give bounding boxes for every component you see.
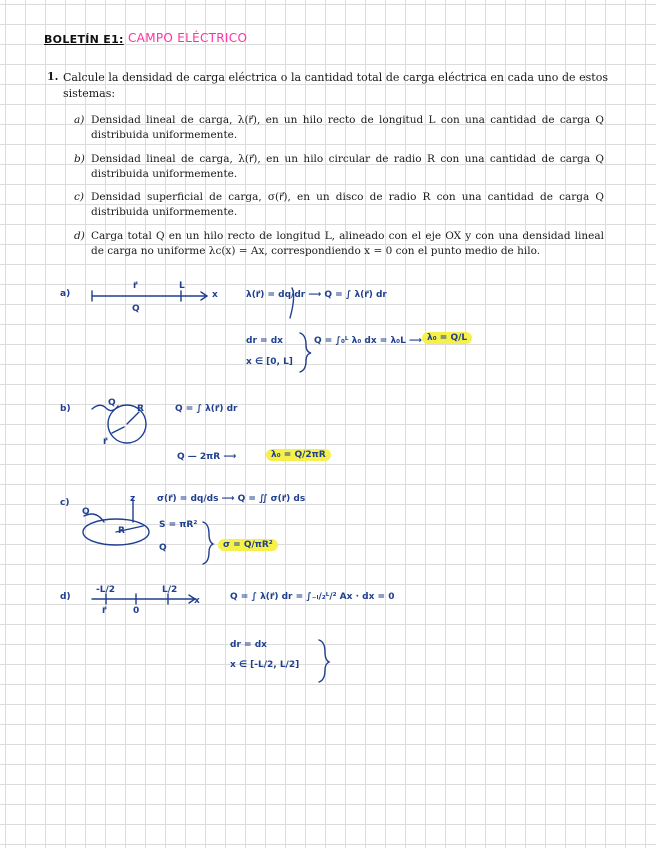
c-cond2: Q <box>159 543 167 553</box>
sheet-subtitle: CAMPO ELÉCTRICO <box>128 31 248 45</box>
c-eq1: σ(r⃗) = dq/ds ⟶ Q = ∬ σ(r⃗) ds <box>157 494 306 504</box>
d-diag-o: 0 <box>133 606 140 616</box>
item-c-label: c) <box>74 191 84 203</box>
a-eq1: λ(r⃗) = dq/dr ⟶ Q = ∫ λ(r⃗) dr <box>246 290 387 300</box>
d-brace <box>319 640 329 682</box>
sheet-title: BOLETÍN E1: <box>44 33 124 46</box>
c-result <box>218 540 278 550</box>
c-result-highlight: σ = Q/πR² <box>218 539 278 551</box>
a-diag-Q: Q <box>132 304 140 314</box>
c-cond1: S = πR² <box>159 520 198 530</box>
a-eq2: Q = ∫₀ᴸ λ₀ dx = λ₀L ⟶ <box>314 336 422 346</box>
d-eq1: Q = ∫ λ(r⃗) dr = ∫₋ₗ/₂ᴸ/² Ax · dx = 0 <box>230 592 395 602</box>
d-label: d) <box>60 592 71 602</box>
item-a-label: a) <box>74 114 85 126</box>
a-diag-x: x <box>212 290 218 300</box>
b-label: b) <box>60 404 71 414</box>
item-b-text: Densidad lineal de carga, λ(r⃗), en un hilo circular de radio R con una cantidad de carga Q distribuida uniformemente. <box>91 153 604 180</box>
d-diag-r: r⃗ <box>102 606 107 616</box>
c-brace <box>203 522 213 564</box>
c-diag-Q: Q <box>82 507 90 517</box>
b-diag-Q: Q <box>108 398 116 408</box>
b-eq2: Q — 2πR ⟶ <box>177 452 237 462</box>
a-diag-r: r⃗ <box>133 281 138 291</box>
c-diag-R: R <box>118 526 125 536</box>
a-cond1: dr = dx <box>246 336 283 346</box>
d-diag-left: -L/2 <box>96 585 116 595</box>
a-cond2: x ∈ [0, L] <box>246 357 293 367</box>
question-number: 1. <box>47 70 59 83</box>
d-diag-right: L/2 <box>162 585 178 595</box>
a-diag-L: L <box>179 281 185 291</box>
c-diag-z: z <box>130 494 136 504</box>
c-label: c) <box>60 498 70 508</box>
item-d-text: Carga total Q en un hilo recto de longitud L, alineado con el eje OX y con una densidad lineal de carga no uniforme λc(x) = Ax, correspondiendo x = 0 con el punto medio de hilo. <box>91 230 604 257</box>
b-position-vector <box>112 427 124 433</box>
a-result <box>422 333 472 343</box>
d-cond1: dr = dx <box>230 640 267 650</box>
item-c-text: Densidad superficial de carga, σ(r⃗), en un disco de radio R con una cantidad de carga Q distribuida uniformemente. <box>91 191 604 218</box>
a-label: a) <box>60 289 71 299</box>
d-diag-x: x <box>194 596 200 606</box>
question-text: Calcule la densidad de carga eléctrica o la cantidad total de carga eléctrica en cada uno de estos sistemas: <box>63 71 608 100</box>
item-b-label: b) <box>74 153 85 165</box>
d-cond2: x ∈ [-L/2, L/2] <box>230 660 300 670</box>
a-result-highlight: λ₀ = Q/L <box>422 332 472 344</box>
a-brace <box>300 333 311 372</box>
b-diag-R: R <box>137 404 144 414</box>
item-d-label: d) <box>74 230 85 242</box>
b-result-highlight: λ₀ = Q/2πR <box>266 449 331 461</box>
b-eq1: Q = ∫ λ(r⃗) dr <box>175 404 238 414</box>
item-a-text: Densidad lineal de carga, λ(r⃗), en un hilo recto de longitud L con una cantidad de carga Q distribuida uniformemente. <box>91 114 604 141</box>
b-diag-r: r⃗ <box>103 437 108 447</box>
b-result <box>266 450 331 460</box>
